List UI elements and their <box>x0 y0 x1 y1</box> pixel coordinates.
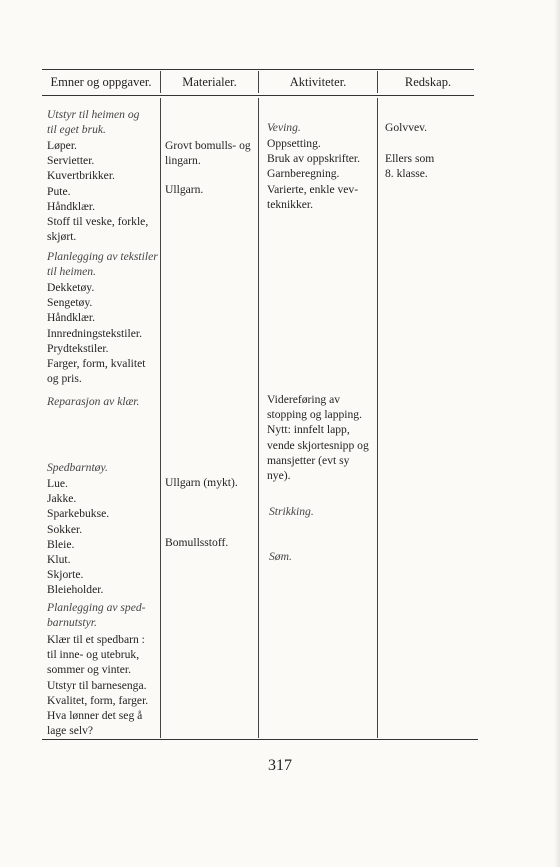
list-item: Bleie. <box>47 537 75 551</box>
activity-heading-som: Søm. <box>269 550 292 563</box>
list-item: Kvalitet, form, farger. <box>47 693 149 707</box>
tool-golvvev: Golvvev. <box>385 121 428 134</box>
list-item: Servietter. <box>47 154 95 168</box>
activity-heading-veving: Veving. <box>267 121 301 134</box>
material-bomullsstoff: Bomullsstoff. <box>165 536 229 549</box>
list-item: Oppsetting. <box>267 137 321 150</box>
material-ullgarn: Ullgarn. <box>165 183 204 196</box>
list-item: Videreføring av <box>267 393 341 406</box>
list-item: mansjetter (evt sy <box>267 453 350 467</box>
list-item: Håndklær. <box>47 311 95 325</box>
table-bottom-rule <box>42 739 478 740</box>
section-heading-utstyr: Utstyr til heimen og til eget bruk. <box>47 108 140 137</box>
list-item: sommer og vinter. <box>47 663 132 677</box>
list-item: stopping og lapping. <box>267 408 363 422</box>
header-bottom-rule <box>42 95 474 96</box>
list-item: Klær til et spedbarn : <box>47 633 145 646</box>
list-item: Klut. <box>47 553 71 567</box>
list-item: nye). <box>267 469 291 483</box>
header-emner: Emner og oppgaver. <box>50 75 152 89</box>
list-item: Bleieholder. <box>47 583 104 597</box>
list-item: lage selv? <box>47 724 94 738</box>
header-aktiviteter: Aktiviteter. <box>289 75 347 89</box>
table-top-rule <box>42 69 474 70</box>
list-item: Jakke. <box>47 492 77 506</box>
list-item: skjørt. <box>47 230 77 244</box>
list-item: Dekketøy. <box>47 281 95 294</box>
list-item: Prydtekstiler. <box>47 341 109 355</box>
material-bomull-lingarn: Grovt bomulls- og lingarn. <box>165 139 251 168</box>
column-divider-3-body <box>377 98 378 738</box>
list-item: Sengetøy. <box>47 296 93 310</box>
column-divider-2-body <box>258 98 259 738</box>
list-item: Skjorte. <box>47 568 84 582</box>
section-heading-planlegging-spedbarnutstyr: Planlegging av sped- barnutstyr. <box>47 601 146 630</box>
list-item: og pris. <box>47 372 82 386</box>
list-item: teknikker. <box>267 197 314 211</box>
activity-list-veving <box>267 136 375 212</box>
list-item: Lue. <box>47 477 68 490</box>
list-item: Kuvertbrikker. <box>47 169 115 183</box>
list-item: Garnberegning. <box>267 167 340 181</box>
list-item: Innredningstekstiler. <box>47 326 142 340</box>
list-utstyr <box>47 138 148 244</box>
header-materialer: Materialer. <box>182 75 237 89</box>
list-item: Løper. <box>47 139 77 152</box>
section-heading-spedbarntoy: Spedbarntøy. <box>47 461 108 474</box>
page-number: 317 <box>268 757 292 774</box>
list-item: vende skjortesnipp og <box>267 438 369 452</box>
activity-heading-strikking: Strikking. <box>269 505 314 518</box>
list-item: Håndklær. <box>47 199 95 213</box>
list-tekstiler <box>47 280 145 386</box>
list-item: Pute. <box>47 184 71 198</box>
list-item: Bruk av oppskrifter. <box>267 152 361 166</box>
material-ullgarn-mykt: Ullgarn (mykt). <box>165 476 238 489</box>
list-item: Hva lønner det seg å <box>47 709 143 723</box>
list-item: Varierte, enkle vev- <box>267 182 359 196</box>
list-spedbarntoy <box>47 476 109 598</box>
header-redskap: Redskap. <box>404 75 452 89</box>
section-heading-reparasjon: Reparasjon av klær. <box>47 395 140 408</box>
tool-ellers: Ellers som 8. klasse. <box>385 152 435 181</box>
list-item: Stoff til veske, forkle, <box>47 215 149 229</box>
list-item: Utstyr til barnesenga. <box>47 678 147 692</box>
list-item: Nytt: innfelt lapp, <box>267 423 350 437</box>
section-heading-planlegging-tekstiler: Planlegging av tekstiler til heimen. <box>47 250 158 279</box>
activity-list-reparasjon <box>267 392 377 483</box>
list-item: Farger, form, kvalitet <box>47 357 146 371</box>
column-divider-1-body <box>160 98 161 738</box>
list-item: Sparkebukse. <box>47 507 110 521</box>
list-item: Sokker. <box>47 522 83 536</box>
list-item: til inne- og utebruk, <box>47 648 140 662</box>
list-spedbarnutstyr <box>47 632 148 738</box>
